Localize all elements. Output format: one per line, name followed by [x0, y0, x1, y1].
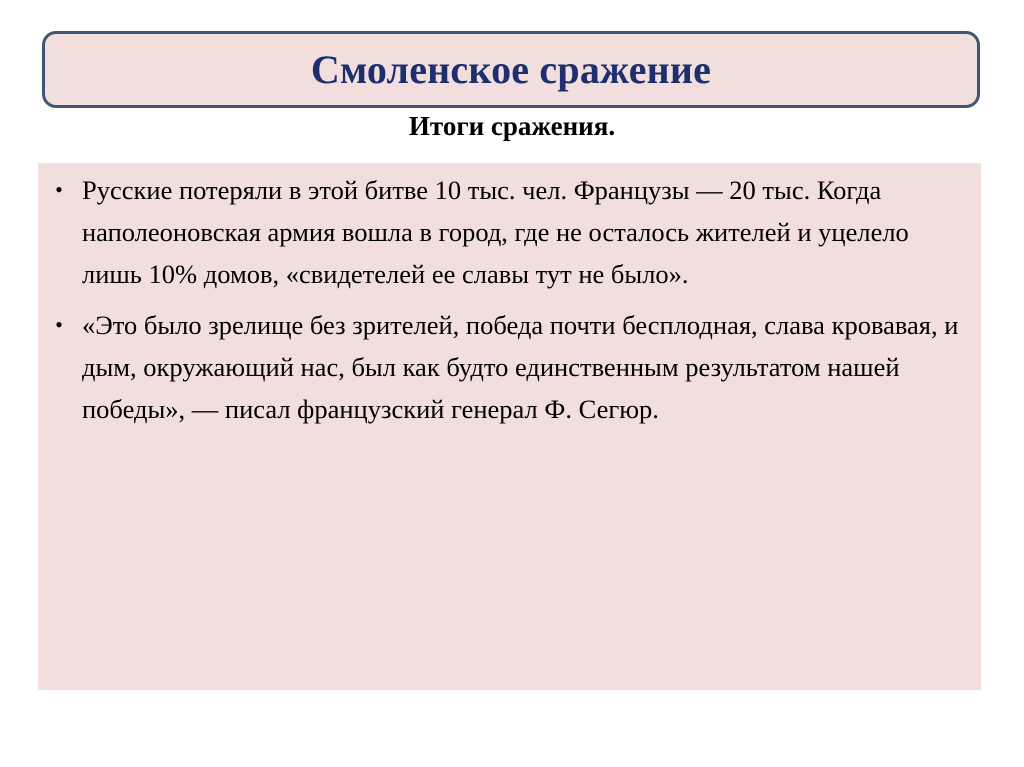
page-title: Смоленское сражение [310, 46, 712, 92]
list-item [38, 169, 967, 295]
bullet-list [38, 169, 967, 430]
bullet-marker-icon: • [55, 312, 63, 337]
list-item [38, 304, 967, 430]
bullet-text: Русские потеряли в этой битве 10 тыс. чел. Французы — 20 тыс. Когда наполеоновская армия вошла в город, где не осталось жителей и уцелело лишь 10% домов, «свидетелей ее славы тут не было». [82, 175, 909, 289]
subtitle: Итоги сражения. [408, 111, 616, 141]
bullet-marker-icon: • [55, 177, 63, 202]
content-panel [38, 163, 981, 690]
title-box [42, 31, 980, 108]
bullet-text: «Это было зрелище без зрителей, победа почти бесплодная, слава кровавая, и дым, окружающий нас, был как будто единственным результатом нашей победы», — писал французский генерал Ф. Сегюр. [82, 310, 959, 424]
